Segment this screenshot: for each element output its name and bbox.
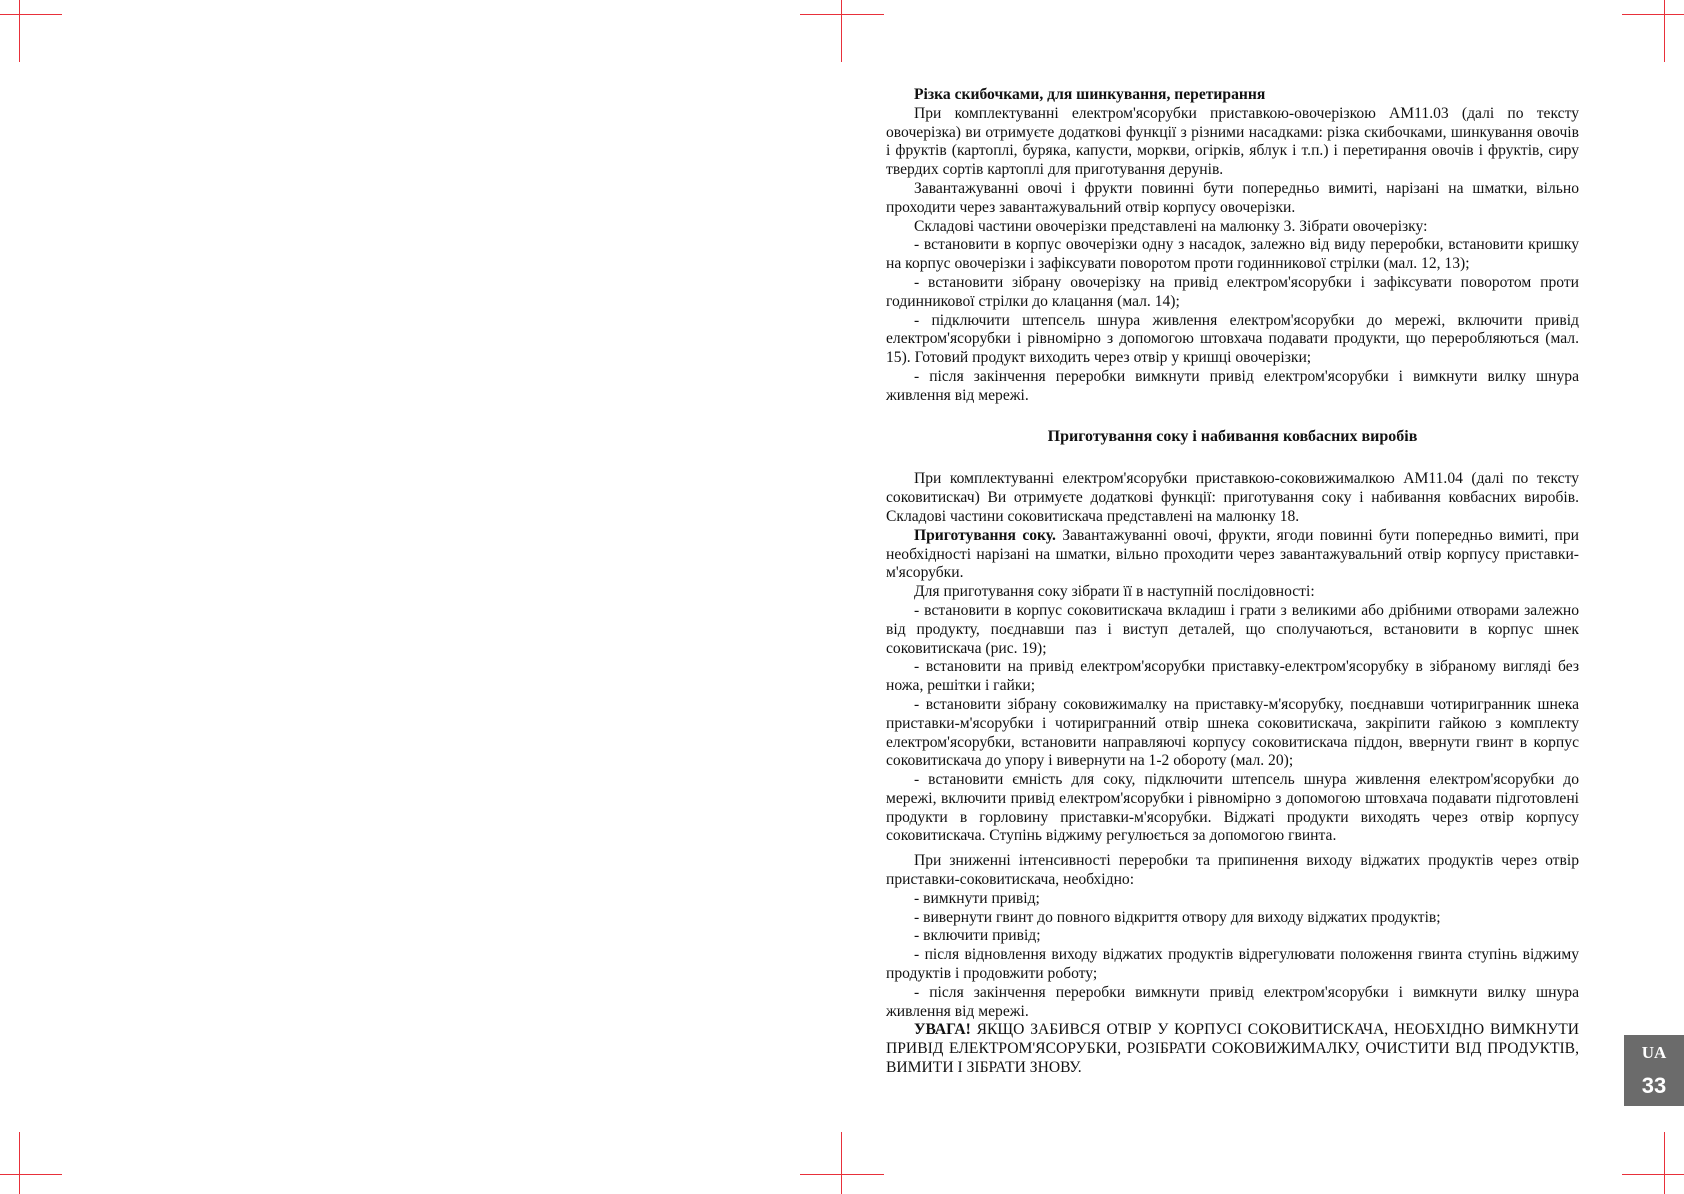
- paragraph: При зниженні інтенсивності переробки та припинення виходу віджатих продуктів через отвір приставки-соковитискача, необхідно:: [886, 852, 1579, 889]
- list-item: - встановити зібрану овочерізку на привід електром'ясорубки і зафіксувати поворотом проти годинникової стрілки до клацання (мал. 14);: [886, 273, 1579, 310]
- list-item: - вимкнути привід;: [914, 889, 1040, 907]
- language-label: UA: [1641, 1043, 1667, 1062]
- crop-mark: [1664, 0, 1665, 62]
- crop-mark: [841, 1132, 842, 1194]
- list-item: - встановити зібрану соковижималку на приставку-м'ясорубку, поєднавши чотиригранник шнека приставки-м'ясорубки і чотиригранний отвір шнека соковитискача, закріпити гайкою з комплекту електром'ясорубки, встановити направляючі корпусу соковитискача піддон, ввернути гвинт в корпус соковитискача до упору і вивернути на 1-2 обороту (мал. 20);: [886, 695, 1579, 770]
- list-item: - встановити ємність для соку, підключити штепсель шнура живлення електром'ясорубки до мережі, включити привід електром'ясорубки і рівномірно з допомогою штовхача подавати підготовлені продукти в горловину приставки-м'ясорубки. Віджаті продукти виходять через отвір корпусу соковитискача. Ступінь віджиму регулюється за допомогою гвинта.: [886, 771, 1579, 845]
- page-tab: [1624, 1035, 1684, 1106]
- crop-mark: [19, 0, 20, 62]
- inline-text: Завантажуванні овочі, фрукти, ягоди повинні бути попередньо вимиті, при необхідності нарізані на шматки, вільно проходити через завантажувальний отвір корпусу приставки-м'ясорубки.: [886, 526, 1579, 582]
- list-item: - після закінчення переробки вимкнути привід електром'ясорубки і вимкнути вилку шнура живлення від мережі.: [886, 983, 1579, 1020]
- crop-mark: [19, 1132, 20, 1194]
- crop-mark: [800, 14, 884, 15]
- crop-mark: [1622, 14, 1684, 15]
- warning-label: УВАГА!: [914, 1021, 971, 1039]
- inline-bold: Приготування соку.: [914, 526, 1056, 544]
- warning: [886, 1021, 1579, 1077]
- crop-mark: [0, 1174, 62, 1175]
- crop-mark: [800, 1174, 884, 1175]
- crop-mark: [841, 0, 842, 62]
- list-item: - підключити штепсель шнура живлення електром'ясорубки до мережі, включити привід електром'ясорубки і рівномірно з допомогою штовхача подавати продукти, що переробляються (мал. 15). Готовий продукт виходить через отвір у кришці овочерізки;: [886, 311, 1579, 367]
- paragraph: Для приготування соку зібрати її в наступній послідовності:: [914, 583, 1315, 601]
- section-heading: Різка скибочками, для шинкування, перетирання: [914, 86, 1266, 103]
- paragraph: При комплектуванні електром'ясорубки приставкою-овочерізкою АМ11.03 (далі по тексту овочерізка) ви отримуєте додаткові функції з різними насадками: різка скибочками, шинкування овочів і фруктів (картоплі, буряка, капусти, моркви, огірків, яблук і т.п.) і перетирання овочів і фруктів, сиру твердих сортів картоплі для приготування дерунів.: [886, 104, 1579, 179]
- paragraph: Завантажуванні овочі і фрукти повинні бути попередньо вимиті, нарізані на шматки, вільно проходити через завантажувальний отвір корпусу овочерізки.: [886, 179, 1579, 216]
- paragraph: [886, 527, 1579, 583]
- crop-mark: [1622, 1174, 1684, 1175]
- list-item: - після закінчення переробки вимкнути привід електром'ясорубки і вимкнути вилку шнура живлення від мережі.: [886, 367, 1579, 404]
- list-item: - вивернути гвинт до повного відкриття отвору для виходу віджатих продуктів;: [914, 908, 1441, 926]
- crop-mark: [0, 14, 62, 15]
- section-title: Приготування соку і набивання ковбасних виробів: [1047, 427, 1418, 445]
- warning-text: ЯКЩО ЗАБИВСЯ ОТВІР У КОРПУСІ СОКОВИТИСКАЧА, НЕОБХІДНО ВИМКНУТИ ПРИВІД ЕЛЕКТРОМ'ЯСОРУБКИ, РОЗІБРАТИ СОКОВИЖИМАЛКУ, ОЧИСТИТИ ВІД ПРОДУКТІВ, ВИМИТИ І ЗІБРАТИ ЗНОВУ.: [886, 1021, 1579, 1077]
- list-item: - включити привід;: [914, 927, 1041, 945]
- list-item: - встановити в корпус соковитискача вкладиш і грати з великими або дрібними отворами залежно від продукту, поєднавши паз і виступ деталей, що сполучаються, встановити в корпус шнек соковитискача (рис. 19);: [886, 601, 1579, 657]
- crop-mark: [1664, 1132, 1665, 1194]
- page-content: [886, 86, 1579, 1078]
- page-number: 33: [1641, 1073, 1667, 1098]
- paragraph: Складові частини овочерізки представлені на малюнку 3. Зібрати овочерізку:: [914, 217, 1428, 235]
- paragraph: При комплектуванні електром'ясорубки приставкою-соковижималкою АМ11.04 (далі по тексту соковитискач) Ви отримуєте додаткові функції: приготування соку і набивання ковбасних виробів. Складові частини соковитискача представлені на малюнку 18.: [886, 470, 1579, 525]
- list-item: - встановити в корпус овочерізки одну з насадок, залежно від виду переробки, встановити кришку на корпус овочерізки і зафіксувати поворотом проти годинникової стрілки (мал. 12, 13);: [886, 236, 1579, 273]
- list-item: - встановити на привід електром'ясорубки приставку-електром'ясорубку в зібраному вигляді без ножа, решітки і гайки;: [886, 658, 1579, 695]
- list-item: - після відновлення виходу віджатих продуктів відрегулювати положення гвинта ступінь віджиму продуктів і продовжити роботу;: [886, 946, 1579, 983]
